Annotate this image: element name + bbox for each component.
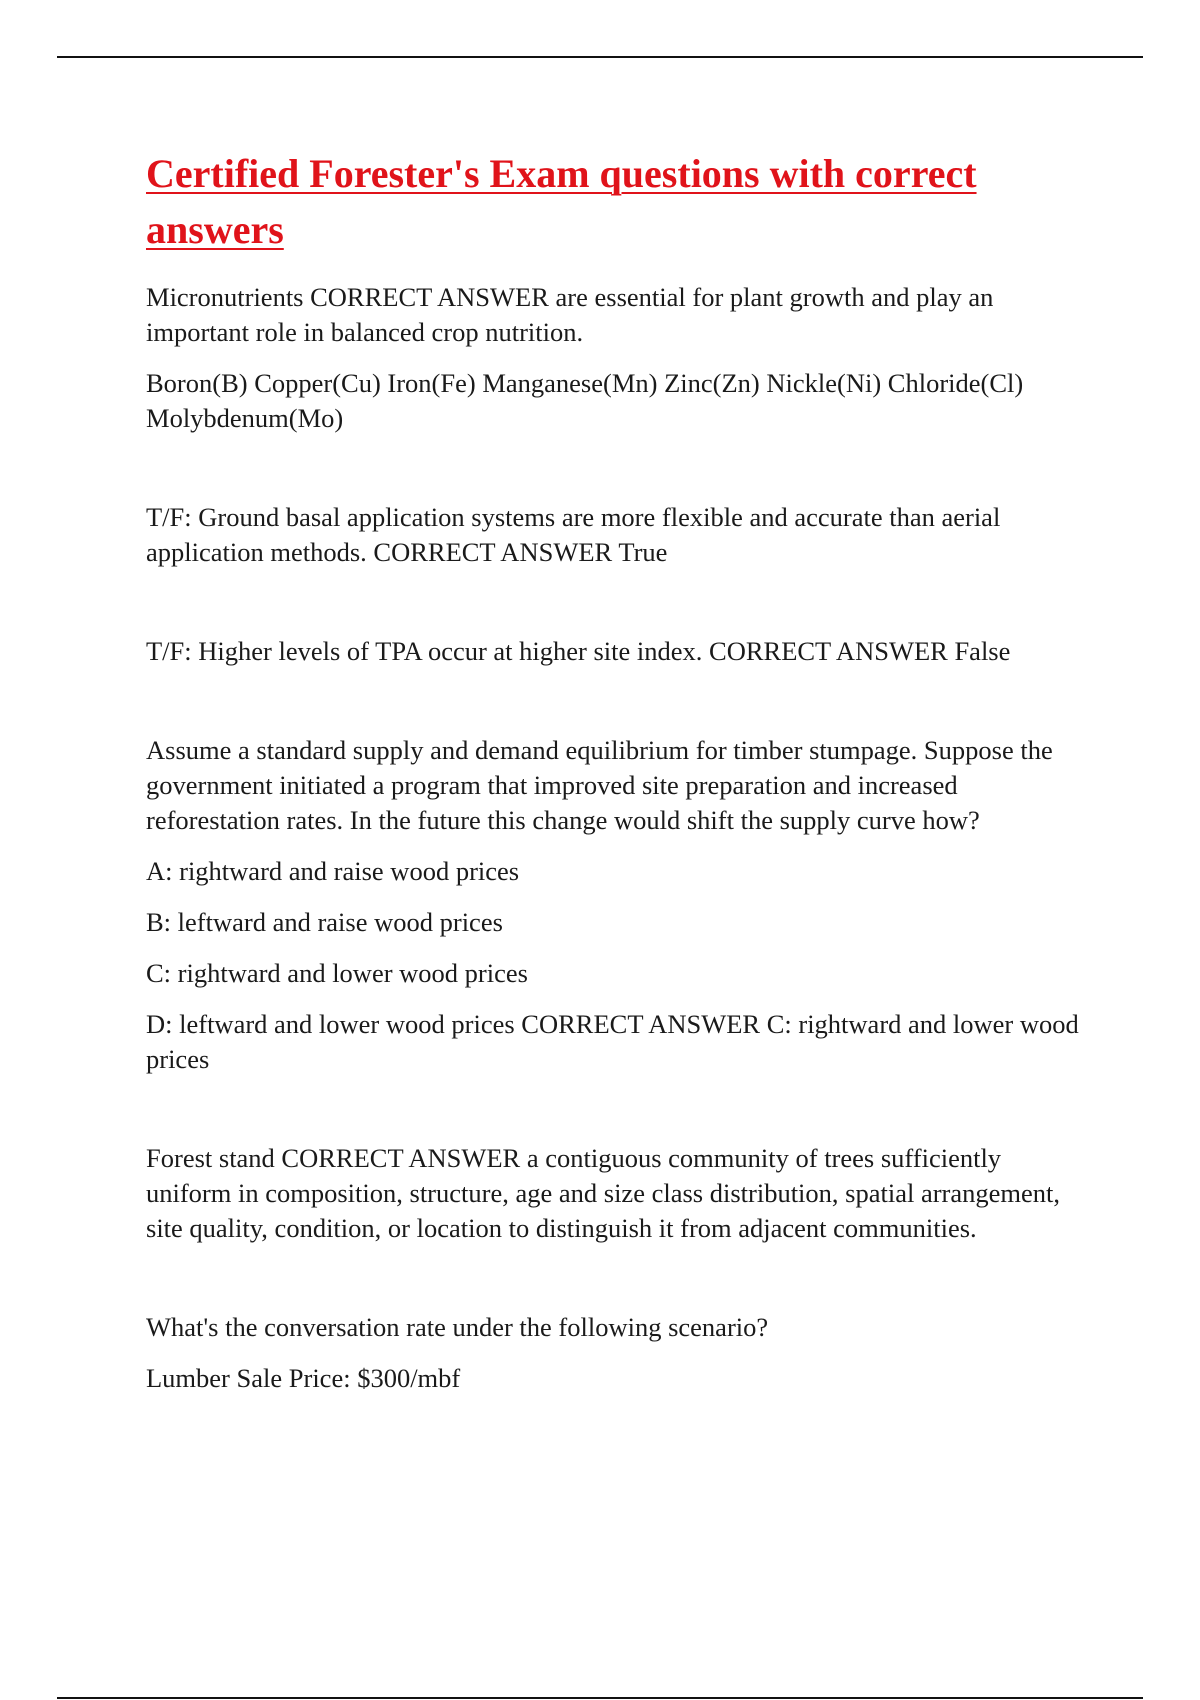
entry-forest-stand <box>146 1141 1086 1246</box>
option-d: D: leftward and lower wood prices CORRECT ANSWER C: rightward and lower wood prices <box>146 1009 1079 1074</box>
entry-tpa <box>146 634 1086 669</box>
entry-micronutrients <box>146 280 1086 436</box>
option-a: A: rightward and raise wood prices <box>146 856 520 886</box>
question-text: Assume a standard supply and demand equilibrium for timber stumpage. Suppose the government initiated a program that improved site preparation and increased reforestation rates. In the future this change would shift the supply curve how? <box>146 735 1053 835</box>
entry-text: Forest stand CORRECT ANSWER a contiguous community of trees sufficiently uniform in composition, structure, age and size class distribution, spatial arrangement, site quality, condition, or location to distinguish it from adjacent communities. <box>146 1143 1061 1243</box>
document-title: Certified Forester's Exam questions with correct answers <box>146 151 977 252</box>
question-text: What's the conversation rate under the following scenario? <box>146 1312 769 1342</box>
document-body <box>146 146 1086 1396</box>
entry-ground-basal <box>146 500 1086 570</box>
top-rule <box>57 56 1143 58</box>
option-c: C: rightward and lower wood prices <box>146 958 528 988</box>
entry-text: T/F: Ground basal application systems are more flexible and accurate than aerial application methods. CORRECT ANSWER True <box>146 502 1001 567</box>
entry-text: Micronutrients CORRECT ANSWER are essential for plant growth and play an important role in balanced crop nutrition. <box>146 282 994 347</box>
entry-text: T/F: Higher levels of TPA occur at higher site index. CORRECT ANSWER False <box>146 636 1011 666</box>
entry-text: Boron(B) Copper(Cu) Iron(Fe) Manganese(Mn) Zinc(Zn) Nickle(Ni) Chloride(Cl) Molybdenum(Mo) <box>146 368 1024 433</box>
entry-text: Lumber Sale Price: $300/mbf <box>146 1363 461 1393</box>
entry-conversion-rate <box>146 1310 1086 1396</box>
entry-supply-demand <box>146 733 1086 1077</box>
bottom-rule <box>57 1697 1143 1699</box>
option-b: B: leftward and raise wood prices <box>146 907 503 937</box>
